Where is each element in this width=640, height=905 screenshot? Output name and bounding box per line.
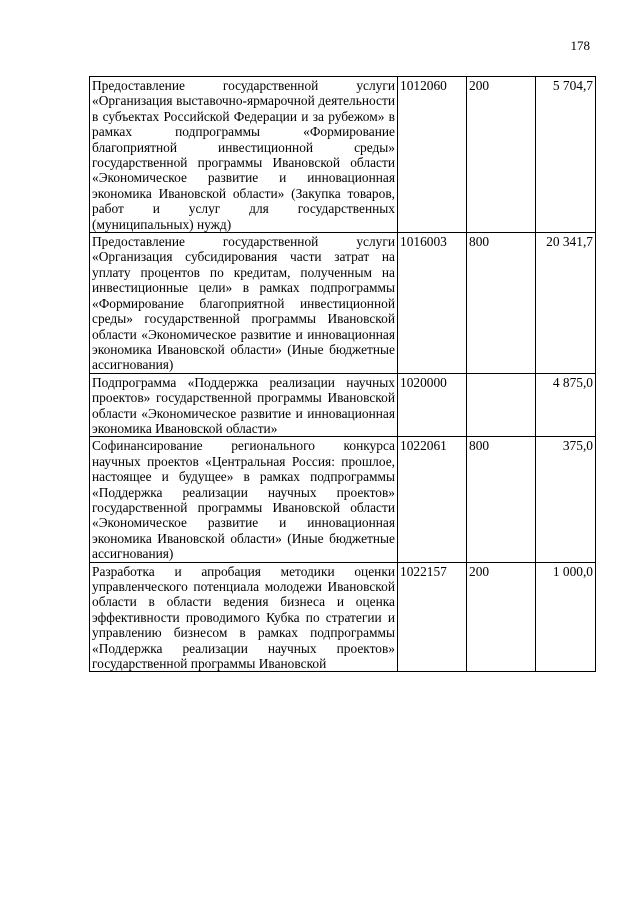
page-number: 178 bbox=[570, 38, 590, 53]
table-row bbox=[90, 233, 596, 374]
row-description: Софинансирование регионального конкурса научных проектов «Центральная Россия: прошлое, настоящее и будущее» в рамках подпрограммы «Поддержка реализации научных проектов» государственной программы Ивановской области «Экономическое развитие и инновационная экономика Ивановской области» (Иные бюджетные ассигнования) bbox=[90, 437, 398, 562]
row-code: 1020000 bbox=[398, 373, 467, 437]
table-row bbox=[90, 77, 596, 233]
budget-table bbox=[89, 76, 596, 672]
table-row bbox=[90, 373, 596, 437]
row-amount: 5 704,7 bbox=[536, 77, 596, 233]
table-row bbox=[90, 562, 596, 672]
row-expense-type: 200 bbox=[467, 562, 536, 672]
row-code: 1022061 bbox=[398, 437, 467, 562]
row-expense-type: 200 bbox=[467, 77, 536, 233]
row-description: Подпрограмма «Поддержка реализации научных проектов» государственной программы Ивановской области «Экономическое развитие и инновационная экономика Ивановской области» bbox=[90, 373, 398, 437]
row-code: 1012060 bbox=[398, 77, 467, 233]
row-amount: 1 000,0 bbox=[536, 562, 596, 672]
row-amount: 4 875,0 bbox=[536, 373, 596, 437]
row-expense-type: 800 bbox=[467, 437, 536, 562]
row-code: 1022157 bbox=[398, 562, 467, 672]
row-description: Разработка и апробация методики оценки управленческого потенциала молодежи Ивановской области в области ведения бизнеса и оценка эффективности проводимого Кубка по стратегии и управлению бизнесом в рамках подпрограммы «Поддержка реализации научных проектов» государственной программы Ивановской bbox=[90, 562, 398, 672]
row-description: Предоставление государственной услуги «Организация субсидирования части затрат на уплату процентов по кредитам, полученным на инвестиционные цели» в рамках подпрограммы «Формирование благоприятной инвестиционной среды» государственной программы Ивановской области «Экономическое развитие и инновационная экономика Ивановской области» (Иные бюджетные ассигнования) bbox=[90, 233, 398, 374]
row-amount: 375,0 bbox=[536, 437, 596, 562]
row-description: Предоставление государственной услуги «Организация выставочно-ярмарочной деятельности в субъектах Российской Федерации и за рубежом» в рамках подпрограммы «Формирование благоприятной инвестиционной среды» государственной программы Ивановской области «Экономическое развитие и инновационная экономика Ивановской области» (Закупка товаров, работ и услуг для государственных (муниципальных) нужд) bbox=[90, 77, 398, 233]
table-row bbox=[90, 437, 596, 562]
row-code: 1016003 bbox=[398, 233, 467, 374]
row-amount: 20 341,7 bbox=[536, 233, 596, 374]
row-expense-type: 800 bbox=[467, 233, 536, 374]
row-expense-type bbox=[467, 373, 536, 437]
